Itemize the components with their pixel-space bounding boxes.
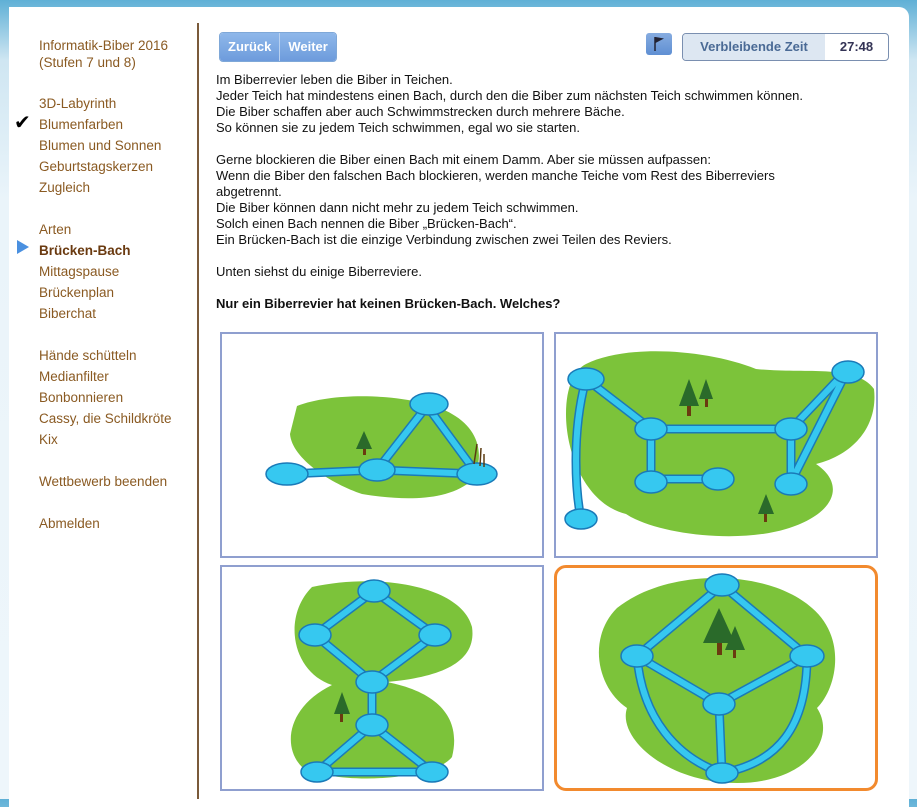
task-line: Wenn die Biber den falschen Bach blockieren, werden manche Teiche vom Rest des Biberreviers (216, 168, 775, 183)
sidebar-item-bonbonnieren[interactable]: Bonbonnieren (39, 390, 124, 405)
sidebar-item-medianfilter[interactable]: Medianfilter (39, 369, 109, 384)
sidebar (9, 7, 197, 537)
answer-option-d[interactable] (554, 565, 878, 791)
task-line: Solch einen Bach nennen die Biber „Brücken-Bach“. (216, 216, 517, 231)
contest-subtitle: (Stufen 7 und 8) (39, 55, 136, 70)
current-task-arrow-icon (17, 240, 29, 254)
sidebar-item-blumen-und-sonnen[interactable]: Blumen und Sonnen (39, 138, 162, 153)
task-line: Gerne blockieren die Biber einen Bach mit einem Damm. Aber sie müssen aufpassen: (216, 152, 711, 167)
sidebar-item-kix[interactable]: Kix (39, 432, 58, 447)
beaver-territory-d-image (557, 568, 875, 788)
contest-title: Informatik-Biber 2016 (39, 38, 169, 53)
timer-label: Verbleibende Zeit (683, 34, 825, 60)
sidebar-item-haende-schuetteln[interactable]: Hände schütteln (39, 348, 137, 363)
sidebar-item-geburtstagskerzen[interactable]: Geburtstagskerzen (39, 159, 154, 174)
logout-link[interactable]: Abmelden (39, 516, 100, 531)
task-line: Im Biberrevier leben die Biber in Teichen. (216, 72, 453, 87)
remaining-time (682, 33, 889, 61)
sidebar-item-arten[interactable]: Arten (39, 222, 72, 237)
beaver-territory-c-image (222, 567, 542, 789)
task-navigation (219, 32, 337, 62)
back-button[interactable]: Zurück (220, 33, 279, 61)
sidebar-divider (197, 23, 199, 799)
sidebar-item-zugleich[interactable]: Zugleich (39, 180, 91, 195)
next-button[interactable]: Weiter (279, 33, 336, 61)
beaver-territory-a-image (222, 334, 542, 556)
flag-icon (646, 33, 672, 55)
answer-option-b[interactable] (554, 332, 878, 558)
sidebar-item-brueckenplan[interactable]: Brückenplan (39, 285, 115, 300)
sidebar-item-bruecken-bach[interactable]: Brücken-Bach (39, 243, 131, 258)
flag-button[interactable] (646, 33, 672, 55)
question: Nur ein Biberrevier hat keinen Brücken-Bach. Welches? (216, 296, 561, 311)
answer-option-c[interactable] (220, 565, 544, 791)
task-line: Die Biber schaffen aber auch Schwimmstrecken durch mehrere Bäche. (216, 104, 625, 119)
task-line: Die Biber können dann nicht mehr zu jedem Teich schwimmen. (216, 200, 579, 215)
task-text (216, 72, 876, 312)
sidebar-item-mittagspause[interactable]: Mittagspause (39, 264, 120, 279)
sidebar-item-3d-labyrinth[interactable]: 3D-Labyrinth (39, 96, 117, 111)
page (9, 7, 909, 807)
sidebar-item-biberchat[interactable]: Biberchat (39, 306, 97, 321)
task-line: So können sie zu jedem Teich schwimmen, egal wo sie starten. (216, 120, 580, 135)
sidebar-item-cassy[interactable]: Cassy, die Schildkröte (39, 411, 172, 426)
sidebar-item-blumenfarben[interactable]: Blumenfarben (39, 117, 124, 132)
answer-option-a[interactable] (220, 332, 544, 558)
task-line: abgetrennt. (216, 184, 282, 199)
task-line: Ein Brücken-Bach ist die einzige Verbindung zwischen zwei Teilen des Reviers. (216, 232, 672, 247)
check-icon: ✔ (14, 112, 31, 134)
end-contest-link[interactable]: Wettbewerb beenden (39, 474, 168, 489)
task-line: Unten siehst du einige Biberreviere. (216, 264, 422, 279)
beaver-territory-b-image (556, 334, 876, 556)
timer-value: 27:48 (839, 39, 874, 54)
task-line: Jeder Teich hat mindestens einen Bach, durch den die Biber zum nächsten Teich schwimmen können. (216, 88, 804, 103)
